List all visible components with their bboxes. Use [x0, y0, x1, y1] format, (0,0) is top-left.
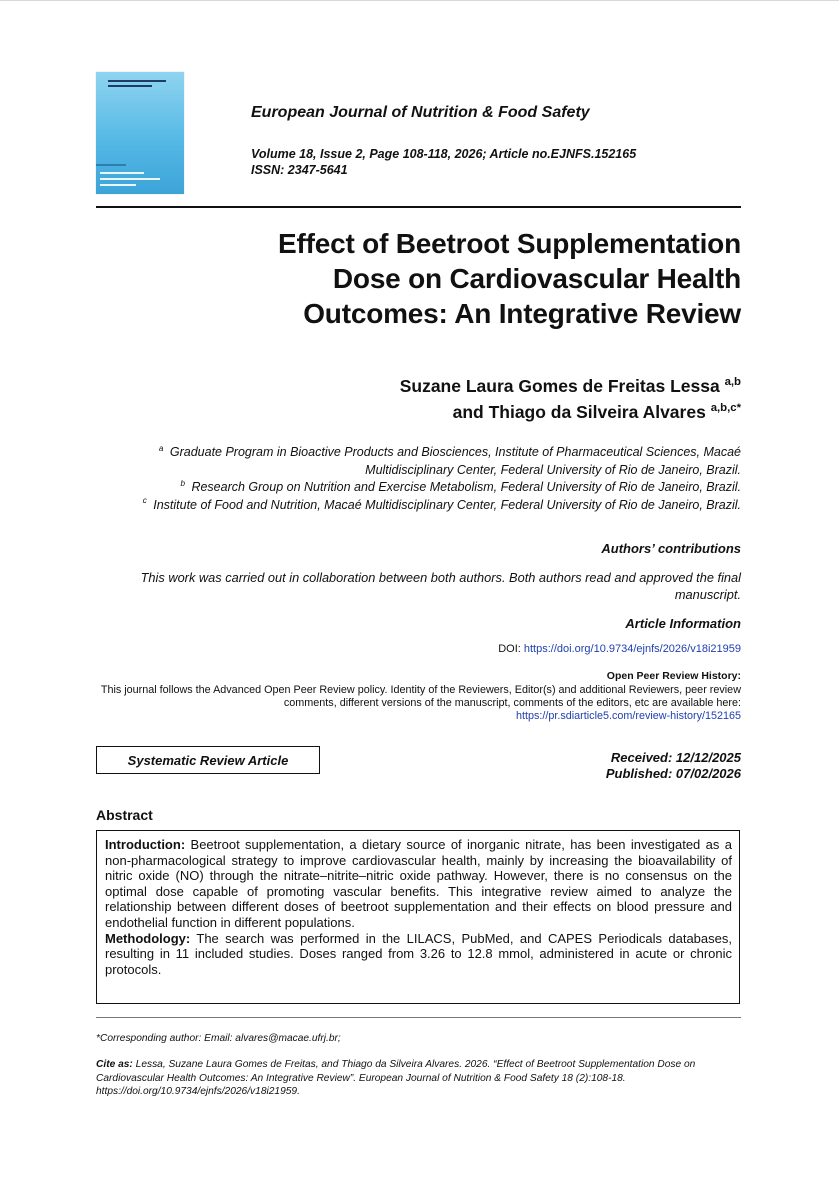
footnote-rule: [96, 1017, 741, 1018]
peer-review-text: [96, 684, 741, 724]
author-name: Suzane Laura Gomes de Freitas Lessa: [399, 376, 720, 396]
top-border: [0, 0, 839, 1]
peer-review-link[interactable]: https://pr.sdiarticle5.com/review-history/152165: [515, 710, 741, 723]
cover-text-line: [100, 172, 144, 174]
affiliation-item: [96, 497, 741, 515]
header-rule: [96, 206, 741, 208]
abstract-methodology: [105, 931, 732, 978]
affiliation-sup: b: [180, 478, 185, 488]
article-type-box: [96, 746, 320, 774]
article-title: [96, 226, 741, 331]
doi-line: [498, 643, 741, 655]
journal-volume-line: Volume 18, Issue 2, Page 108-118, 2026; Article no.EJNFS.152165: [251, 147, 637, 161]
affiliation-text: Institute of Food and Nutrition, Macaé Multidisciplinary Center, Federal University of Rio de Janeiro, Brazil.: [153, 497, 741, 512]
author-sup: a,b,c*: [710, 402, 741, 415]
intro-label: Introduction:: [105, 837, 186, 852]
affiliations: [96, 444, 741, 514]
author-list: [96, 373, 741, 425]
affiliation-item: [96, 444, 741, 479]
author-line: [96, 399, 741, 425]
journal-meta: [251, 147, 636, 178]
cover-text-line: [100, 178, 160, 180]
cover-text-line: [100, 184, 136, 186]
method-text: The search was performed in the LILACS, PubMed, and CAPES Periodicals databases, resulting in 11 included studies. Doses ranged from 3.26 to 12.8 mmol, administered in acute or chronic protocols.: [105, 930, 732, 977]
received-date: Received: 12/12/2025: [610, 750, 741, 765]
peer-review-description: This journal follows the Advanced Open Peer Review policy. Identity of the Reviewers, Editor(s) and additional Reviewers, peer review comments, different versions of the manuscript, comments of the editors, etc are available here:: [100, 684, 741, 710]
cover-stripe: [96, 164, 126, 166]
article-info-heading: Article Information: [625, 616, 741, 631]
affiliation-text: Graduate Program in Bioactive Products and Biosciences, Institute of Pharmaceutical Sciences, Macaé Multidisciplinary Center, Federal University of Rio de Janeiro, Brazil.: [169, 445, 741, 477]
published-date: Published: 07/02/2026: [605, 766, 741, 781]
title-line: Effect of Beetroot Supplementation: [278, 228, 741, 259]
method-label: Methodology:: [105, 930, 191, 946]
affiliation-text: Research Group on Nutrition and Exercise Metabolism, Federal University of Rio de Janeiro, Brazil.: [191, 480, 741, 494]
title-line: Outcomes: An Integrative Review: [303, 298, 741, 329]
cite-label: Cite as:: [96, 1059, 133, 1070]
doi-label: DOI:: [498, 643, 521, 655]
journal-cover-image: [96, 72, 184, 194]
intro-text: Beetroot supplementation, a dietary source of inorganic nitrate, has been investigated as a non-pharmacological strategy to improve cardiovascular health, mainly by increasing the bioavailability of nitric oxide (NO) through the nitrate–nitrite–nitric oxide pathway. However, there is no consensus on the optimal dose capable of promoting vascular benefits. This integrative review aimed to analyze the relationship between different doses of beetroot supplementation and their effects on blood pressure and endothelial function in different populations.: [105, 837, 732, 930]
abstract-introduction: [105, 837, 732, 931]
abstract-heading: Abstract: [96, 807, 153, 823]
affiliation-item: [96, 479, 741, 497]
contributions-heading: Authors’ contributions: [601, 541, 741, 556]
citation: [96, 1058, 741, 1099]
contributions-text: This work was carried out in collaboration between both authors. Both authors read and approved the final manuscript.: [140, 570, 741, 602]
article-type-label: Systematic Review Article: [127, 752, 289, 768]
cover-title-lines: [108, 80, 178, 98]
peer-review-heading: Open Peer Review History:: [606, 670, 741, 682]
cite-text: Lessa, Suzane Laura Gomes de Freitas, and Thiago da Silveira Alvares. 2026. “Effect of Beetroot Supplementation Dose on Cardiovascular Health Outcomes: An Integrative Review”. European Journal of Nutrition & Food Safety 18 (2):108-18. https://doi.org/10.9734/ejnfs/2026/v18i21959.: [96, 1059, 696, 1097]
abstract-box: [96, 830, 740, 1004]
title-line: Dose on Cardiovascular Health: [332, 263, 741, 294]
author-sup: a,b: [724, 376, 741, 389]
affiliation-sup: c: [142, 496, 147, 506]
journal-name: European Journal of Nutrition & Food Safety: [251, 104, 590, 121]
corresponding-author: *Corresponding author: Email: alvares@macae.ufrj.br;: [96, 1033, 341, 1044]
affiliation-sup: a: [158, 443, 164, 453]
journal-issn-line: ISSN: 2347-5641: [251, 162, 348, 177]
article-dates: [606, 750, 741, 782]
doi-link[interactable]: https://doi.org/10.9734/ejnfs/2026/v18i21959: [523, 643, 741, 655]
author-name: and Thiago da Silveira Alvares: [452, 402, 706, 422]
author-line: [96, 373, 741, 399]
